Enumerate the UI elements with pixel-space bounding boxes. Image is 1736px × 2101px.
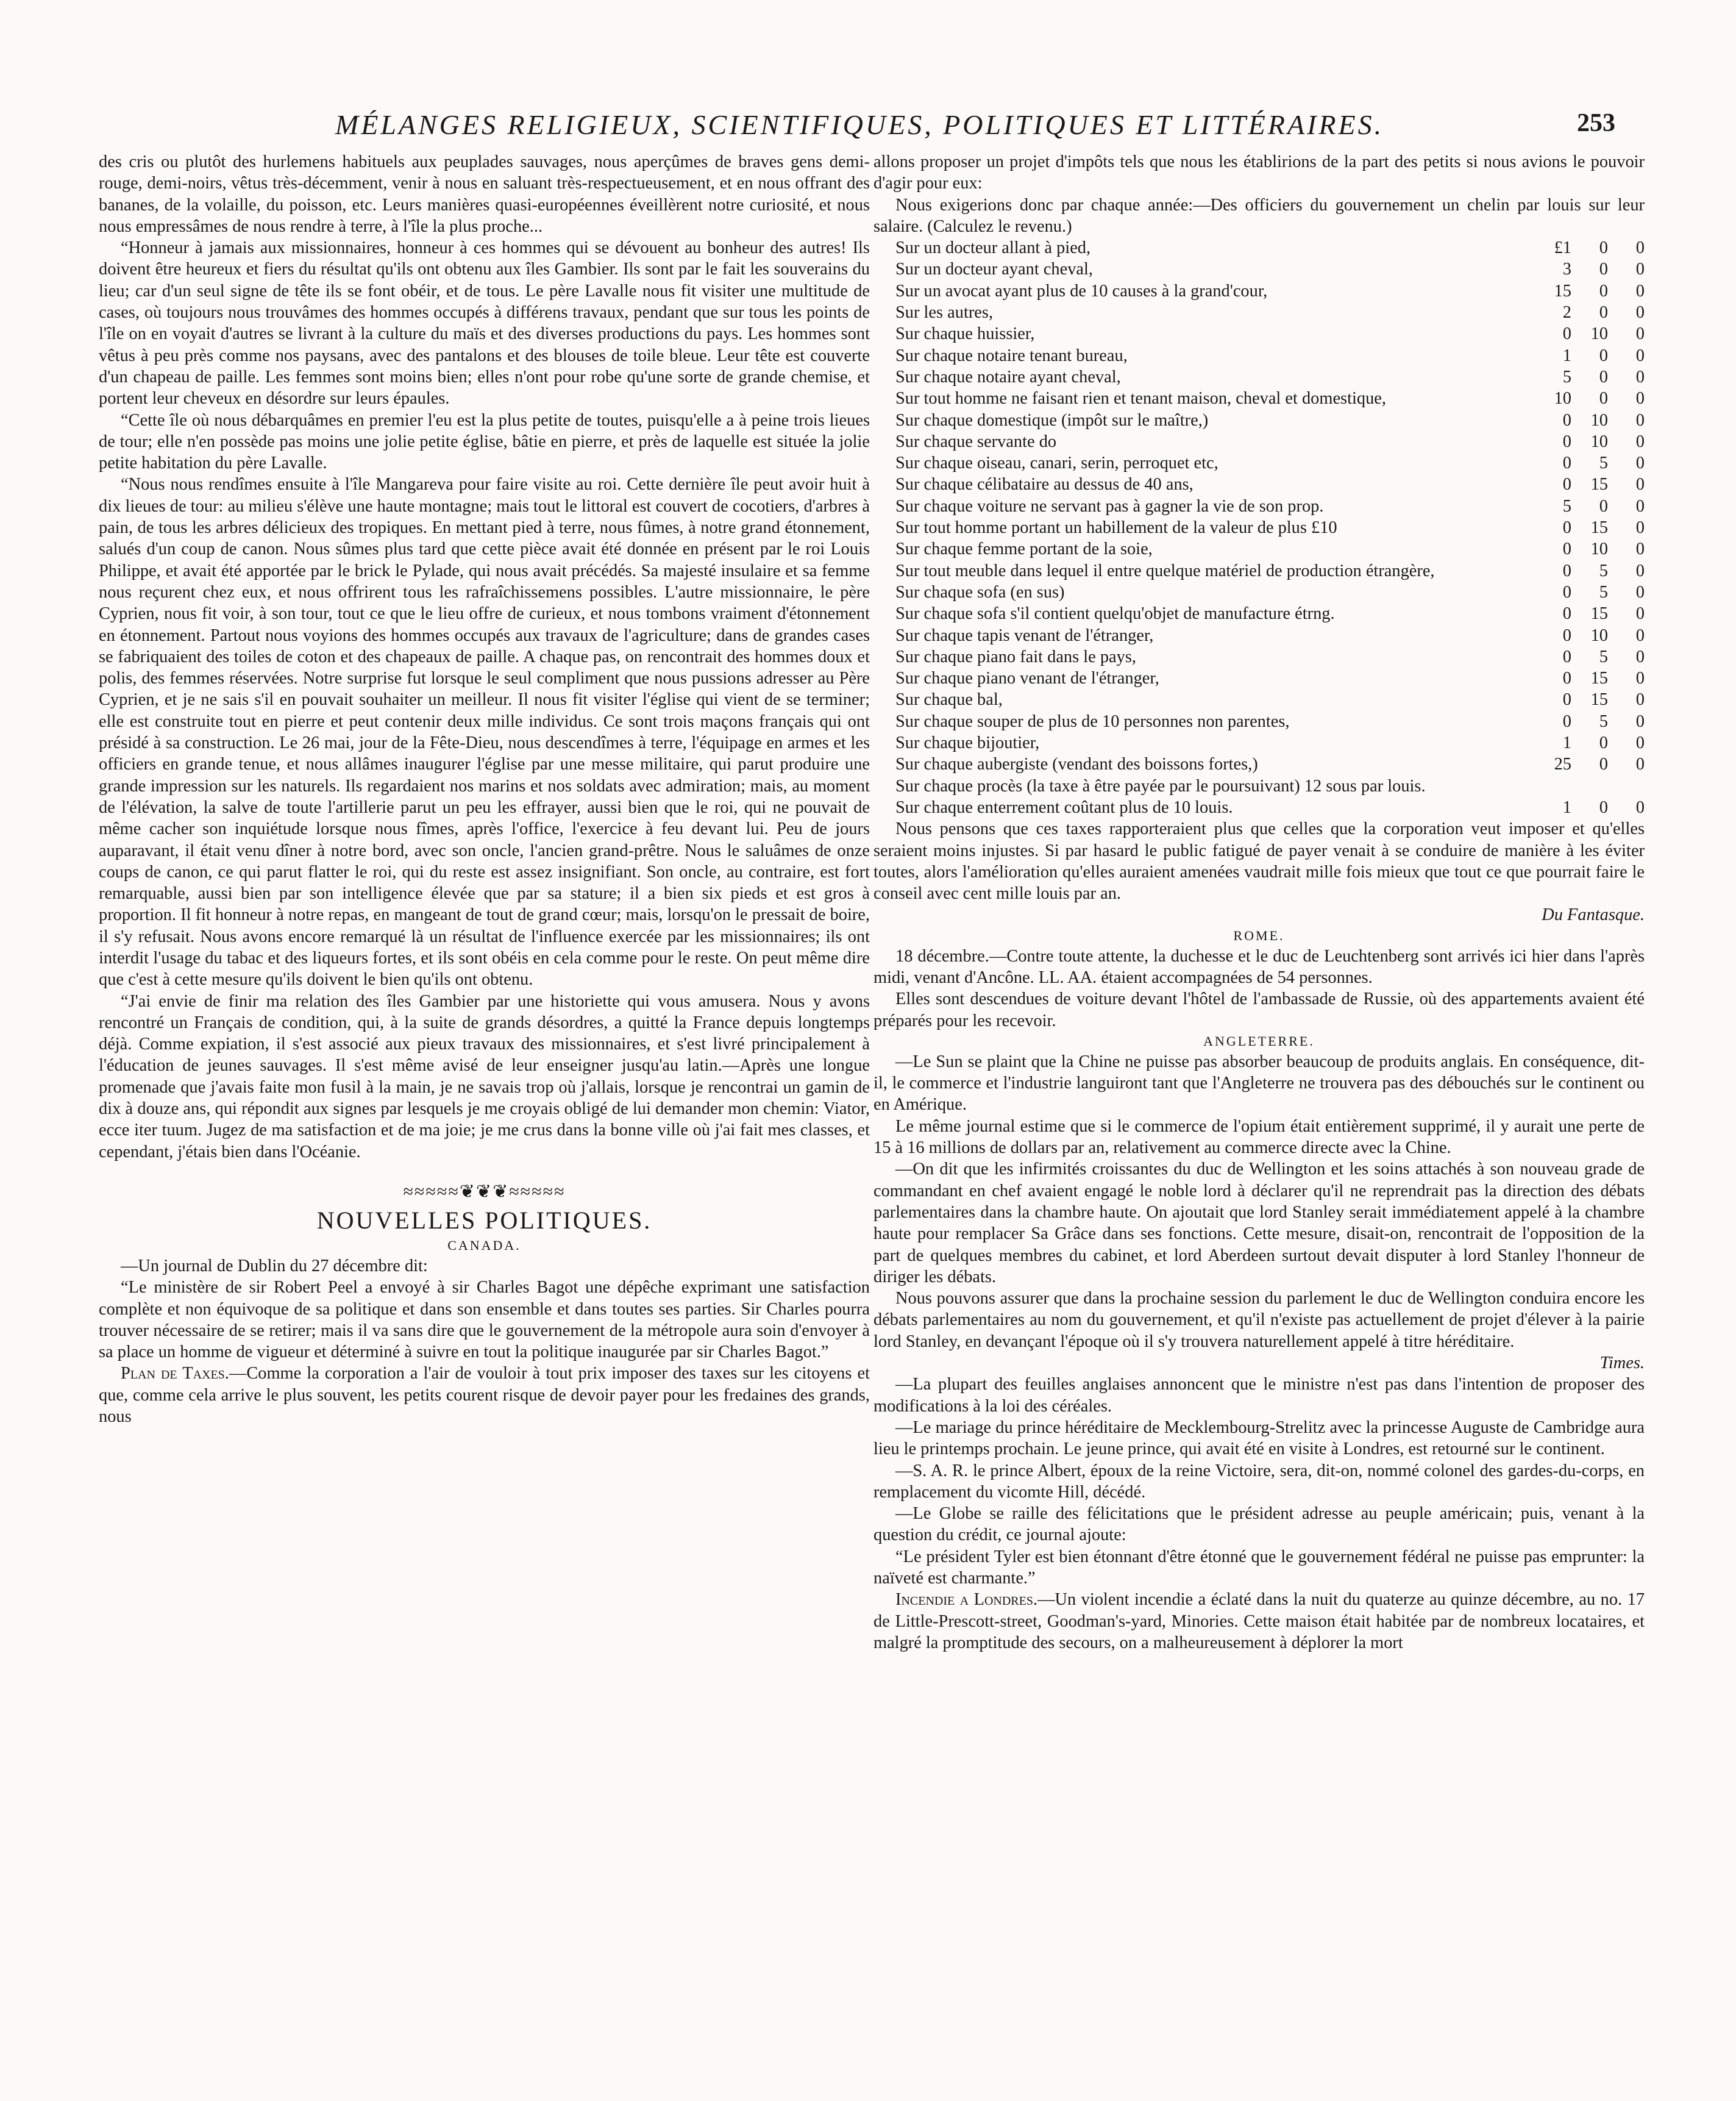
tax-pounds: 0 — [1562, 712, 1571, 731]
tax-item: Sur chaque sofa s'il contient quelqu'objet de manufacture étrng. — [895, 604, 1335, 624]
tax-row — [873, 517, 1645, 538]
tax-row — [873, 280, 1645, 302]
tax-row — [873, 345, 1645, 366]
tax-row — [873, 646, 1645, 668]
tax-pounds: 1 — [1562, 797, 1571, 817]
paragraph: Nous pensons que ces taxes rapporteraient plus que celles que la corporation veut imposer et qu'elles seraient moins injustes. Si par hasard le public fatigué de payer venait à se conduire de manière à les éviter toutes, alors l'amélioration qu'elles auraient amenées vaudrait mille fois mieux que tout ce que pourrait faire le conseil avec cent mille louis par an. — [873, 819, 1645, 904]
tax-row — [873, 496, 1645, 517]
tax-shillings: 10 — [1590, 540, 1608, 559]
tax-shillings: 0 — [1599, 260, 1608, 279]
paragraph: Nous pouvons assurer que dans la prochaine session du parlement le duc de Wellington conduira encore les débats parlementaires au nom du gouvernement, et qu'il n'existe pas actuellement de projet d'élever à la pairie lord Stanley, en devançant l'époque où il s'y trouvera naturellement appelé à titre héréditaire. — [873, 1289, 1645, 1351]
tax-item: Sur un avocat ayant plus de 10 causes à la grand'cour, — [895, 281, 1268, 301]
tax-row — [873, 366, 1645, 388]
tax-pounds: 2 — [1562, 303, 1571, 323]
tax-shillings: 0 — [1599, 367, 1608, 387]
tax-row — [873, 582, 1645, 603]
right-column — [873, 151, 1645, 1653]
paragraph: —Le mariage du prince héréditaire de Mecklembourg-Strelitz avec la princesse Auguste de Cambridge aura lieu le printemps prochain. Le jeune prince, qui avait été en visite à Londres, est retourné sur le continent. — [873, 1418, 1645, 1459]
tax-shillings: 5 — [1599, 582, 1608, 602]
tax-pounds — [1515, 776, 1571, 797]
tax-pence — [1608, 776, 1645, 797]
tax-pence: 0 — [1635, 303, 1645, 323]
tax-pence: 0 — [1635, 712, 1645, 731]
tax-pence: 0 — [1635, 260, 1645, 279]
tax-pounds: 0 — [1562, 475, 1571, 494]
tax-row — [873, 689, 1645, 710]
tax-item: Sur chaque voiture ne servant pas à gagner la vie de son prop. — [895, 496, 1324, 516]
paragraph: Elles sont descendues de voiture devant l'hôtel de l'ambassade de Russie, où des appartements avaient été préparés pour les recevoir. — [873, 990, 1645, 1030]
tax-shillings: 5 — [1599, 712, 1608, 731]
tax-pence: 0 — [1635, 518, 1645, 538]
tax-row — [873, 302, 1645, 323]
tax-row — [873, 410, 1645, 431]
tax-item: Sur chaque sofa (en sus) — [895, 582, 1065, 602]
paragraph: “Nous nous rendîmes ensuite à l'île Mangareva pour faire visite au roi. Cette dernière île peut avoir huit à dix lieues de tour: au milieu s'élève une haute montagne; mais tout le littoral est couvert de cocotiers, d'arbres à pain, de tous les arbres délicieux des tropiques. En mettant pied à terre, nous fûmes, à notre grand étonnement, salués d'un coup de canon. Nous sûmes plus tard que cette pièce avait été donnée en présent par le roi Louis Philippe, et avait été apportée par le brick le Pylade, qui nous avait précédés. Sa majesté insulaire et sa femme nous reçurent chez eux, et nous offrirent tous les rafraîchissemens possibles. L'autre missionnaire, le père Cyprien, nous fit voir, à son tour, tout ce que le lieu offre de curieux, et nous tombons vraiment d'étonnement en étonnement. Partout nous voyions des hommes occupés aux travaux de l'agriculture; dans de grandes cases se fabriquaient des toiles de coton et des chapeaux de paille. A chaque pas, on rencontrait des hommes doux et polis, des femmes réservées. Notre surprise fut lorsque le seul compliment que nous pussions adresser au Père Cyprien, et je ne sais s'il en pouvait souhaiter un meilleur. Il nous fit visiter l'église qui vient de se terminer; elle est construite tout en pierre et peut contenir deux mille individus. Ce sont trois maçons français qui ont présidé à sa construction. Le 26 mai, jour de la Fête-Dieu, nous descendîmes à terre, l'équipage en armes et les officiers en grande tenue, et nous allâmes inaugurer l'église par une messe militaire, qui parut produire une grande impression sur les naturels. Ils regardaient nos marins et nos soldats avec admiration; mais, au moment de l'élévation, la salve de toute l'artillerie parut un peu les effrayer, aussi bien que le roi, qui ne pouvait de même cacher son inquiétude lorsque nous fîmes, après l'office, l'exercice à feu devant lui. Peu de jours auparavant, il était venu dîner à notre bord, avec son oncle, l'ancien grand-prêtre. Nous le saluâmes de onze coups de canon, ce qui parut flatter le roi, qui du reste est assez insignifiant. Son oncle, au contraire, est fort remarquable, aussi bien par son intelligence élevée que par sa stature; il a bien six pieds et est gros à proportion. Il fit honneur à notre repas, en mangeant de tout de grand cœur; mais, lorsqu'on le pressait de boire, il s'y refusait. Nous avons encore remarqué là un résultat de l'influence exercée par les missionnaires; ils ont interdit l'usage du tabac et des liqueurs fortes, et ils sont obéis en cela comme pour le reste. On peut même dire que c'est à cette mesure qu'ils doivent le bien qu'ils ont obtenu. — [99, 475, 870, 990]
run-in-heading: Incendie a Londres. — [895, 1590, 1038, 1610]
tax-pounds: 0 — [1562, 626, 1571, 645]
section-title: NOUVELLES POLITIQUES. — [316, 1206, 652, 1234]
tax-shillings: 10 — [1590, 626, 1608, 645]
tax-pence: 0 — [1635, 733, 1645, 753]
tax-shillings — [1571, 776, 1608, 797]
tax-pounds: 1 — [1562, 346, 1571, 365]
paragraph: —On dit que les infirmités croissantes du duc de Wellington et les soins attachés à son nouveau grade de commandant en chef avaient engagé le noble lord à déclarer qu'il ne reprendrait pas la direction des débats parlementaires dans la chambre haute. On ajoutait que lord Stanley serait immédiatement appelé à la chambre haute pour remplacer Sa Grâce dans ses fonctions. Cette mesure, disait-on, rencontrait de l'opposition de la part de quelques membres du cabinet, et lord Aberdeen surtout devait disputer à lord Stanley l'honneur de diriger les débats. — [873, 1160, 1645, 1286]
tax-pence: 0 — [1635, 346, 1645, 365]
tax-pence: 0 — [1635, 324, 1645, 344]
tax-row — [873, 711, 1645, 732]
tax-pounds: 5 — [1562, 367, 1571, 387]
tax-pence: 0 — [1635, 647, 1645, 666]
tax-item: Sur chaque célibataire au dessus de 40 ans, — [895, 475, 1194, 494]
tax-item: Sur chaque piano fait dans le pays, — [895, 647, 1136, 666]
tax-pounds: 0 — [1562, 432, 1571, 451]
tax-item: Sur chaque notaire ayant cheval, — [895, 367, 1121, 387]
paragraph: —La plupart des feuilles anglaises annoncent que le ministre n'est pas dans l'intention de proposer des modifications à la loi des céréales. — [873, 1375, 1645, 1416]
tax-row — [873, 754, 1645, 775]
tax-pence: 0 — [1635, 797, 1645, 817]
tax-pence: 0 — [1635, 540, 1645, 559]
subsection-title-angleterre: ANGLETERRE. — [1203, 1033, 1315, 1049]
tax-item: Sur chaque notaire tenant bureau, — [895, 346, 1128, 365]
tax-row — [873, 474, 1645, 495]
tax-item: Sur chaque enterrement coûtant plus de 10 louis. — [895, 797, 1233, 817]
tax-pence: 0 — [1635, 626, 1645, 645]
tax-item: Sur chaque bal, — [895, 690, 1003, 710]
tax-row — [873, 668, 1645, 689]
tax-shillings: 5 — [1599, 454, 1608, 473]
subsection-title-canada: CANADA. — [447, 1237, 521, 1253]
tax-shillings: 15 — [1590, 604, 1608, 624]
paragraph: des cris ou plutôt des hurlemens habituels aux peuplades sauvages, nous aperçûmes de braves gens demi-rouge, demi-noirs, vêtus très-décemment, venir à nous en saluant très-respectueusement, et en nous offrant des bananes, de la volaille, du poisson, etc. Leurs manières quasi-européennes éveillèrent notre curiosité, et nous nous empressâmes de nous rendre à terre, à l'île la plus proche... — [99, 152, 870, 236]
tax-row — [873, 237, 1645, 259]
tax-shillings: 15 — [1590, 669, 1608, 688]
tax-pounds: 0 — [1562, 582, 1571, 602]
tax-pence: 0 — [1635, 604, 1645, 624]
tax-pounds: 0 — [1562, 518, 1571, 538]
tax-pounds: 5 — [1562, 496, 1571, 516]
tax-row — [873, 388, 1645, 409]
tax-shillings: 0 — [1599, 303, 1608, 323]
tax-shillings: 15 — [1590, 690, 1608, 710]
tax-pounds: 0 — [1562, 324, 1571, 344]
tax-pounds: 0 — [1562, 561, 1571, 580]
paragraph — [873, 1589, 1645, 1653]
tax-item: Sur chaque procès (la taxe à être payée par le poursuivant) 12 sous par louis. — [895, 776, 1426, 796]
running-title: MÉLANGES RELIGIEUX, SCIENTIFIQUES, POLITIQUES ET LITTÉRAIRES. — [335, 109, 1384, 140]
tax-pence: 0 — [1635, 669, 1645, 688]
tax-item: Sur un docteur ayant cheval, — [895, 260, 1094, 279]
tax-item: Sur chaque oiseau, canari, serin, perroquet etc, — [895, 454, 1218, 473]
tax-item: Sur chaque tapis venant de l'étranger, — [895, 626, 1154, 645]
paragraph — [99, 1363, 870, 1427]
paragraph-text: —Comme la corporation a l'air de vouloir à tout prix imposer des taxes sur les citoyens et que, comme cela arrive le plus souvent, les petits courent risque de devoir payer pour les fredaines des grands, nous — [99, 1364, 870, 1427]
tax-pence: 0 — [1635, 432, 1645, 451]
tax-pounds: 0 — [1562, 604, 1571, 624]
page-header — [91, 109, 1628, 140]
tax-item: Sur chaque piano venant de l'étranger, — [895, 669, 1159, 688]
tax-pence: 0 — [1635, 389, 1645, 408]
run-in-heading: Plan de Taxes. — [121, 1364, 229, 1383]
tax-pounds: 15 — [1554, 281, 1571, 301]
paragraph: “J'ai envie de finir ma relation des îles Gambier par une historiette qui vous amusera. Nous y avons rencontré un Français de condition, qui, à la suite de grands désordres, a quitté la France depuis longtemps déjà. Comme expiation, il s'est associé aux pieux travaux des missionnaires, et s'est livré principalement à l'éducation de jeunes sauvages. Il s'est même avisé de leur enseigner jusqu'au latin.—Après une longue promenade que j'avais faite mon fusil à la main, je ne savais trop où j'allais, lorsque je rencontrai un gamin de dix à douze ans, qui répondit aux signes par lesquels je me croyais obligé de lui demander mon chemin: Viator, ecce iter tuum. Jugez de ma satisfaction et de ma joie; je me crus dans la bonne ville où j'ai fait mes classes, et cependant, j'étais bien dans l'Océanie. — [99, 991, 870, 1161]
tax-row — [873, 259, 1645, 280]
tax-item: Sur chaque servante do — [895, 432, 1057, 451]
tax-shillings: 0 — [1599, 496, 1608, 516]
tax-pence: 0 — [1635, 454, 1645, 473]
paragraph: “Le président Tyler est bien étonnant d'être étonné que le gouvernement fédéral ne puisse pas emprunter: la naïveté est charmante.” — [873, 1547, 1645, 1588]
tax-item: Sur tout homme portant un habillement de la valeur de plus £10 — [895, 518, 1337, 538]
tax-pounds: 3 — [1562, 260, 1571, 279]
tax-row — [873, 452, 1645, 474]
tax-shillings: 0 — [1599, 733, 1608, 753]
tax-item: Sur chaque souper de plus de 10 personnes non parentes, — [895, 712, 1290, 731]
paragraph: “Le ministère de sir Robert Peel a envoyé à sir Charles Bagot une dépêche exprimant une satisfaction complète et non équivoque de sa politique et dans son ensemble et dans toutes ses parties. Sir Charles pourra trouver nécessaire de se retirer; mais il va sans dire que le gouvernement de la métropole aura soin d'envoyer à sa place un homme de vigueur et déterminé à suivre en tout la politique inaugurée par sir Charles Bagot.” — [99, 1278, 870, 1362]
tax-item: Sur chaque aubergiste (vendant des boissons fortes,) — [895, 755, 1258, 774]
tax-pounds: 25 — [1554, 755, 1571, 774]
tax-row — [873, 560, 1645, 582]
tax-shillings: 0 — [1599, 755, 1608, 774]
tax-pounds: 0 — [1562, 690, 1571, 710]
tax-pounds: 0 — [1562, 669, 1571, 688]
tax-pence: 0 — [1635, 238, 1645, 258]
tax-row — [873, 323, 1645, 344]
tax-pence: 0 — [1635, 496, 1645, 516]
tax-shillings: 0 — [1599, 238, 1608, 258]
tax-row — [873, 732, 1645, 754]
tax-row — [873, 603, 1645, 624]
tax-shillings: 15 — [1590, 475, 1608, 494]
subsection-title-rome: ROME. — [1233, 927, 1285, 943]
source-signature: Times. — [1599, 1354, 1645, 1373]
tax-row — [873, 431, 1645, 452]
paragraph: Nous exigerions donc par chaque année:—Des officiers du gouvernement un chelin par louis sur leur salaire. (Calculez le revenu.) — [873, 195, 1645, 236]
tax-shillings: 5 — [1599, 561, 1608, 580]
tax-shillings: 10 — [1590, 432, 1608, 451]
tax-pence: 0 — [1635, 281, 1645, 301]
tax-row — [873, 625, 1645, 646]
paragraph: “Cette île où nous débarquâmes en premier l'eu est la plus petite de toutes, puisqu'elle a à peine trois lieues de tour; elle n'en possède pas moins une jolie petite église, bâtie en pierre, et près de laquelle est située la jolie petite habitation du père Lavalle. — [99, 410, 870, 473]
left-column — [99, 151, 870, 1427]
page-number: 253 — [1577, 109, 1615, 137]
ornament-divider: ≈≈≈≈≈❦❦❦≈≈≈≈≈ — [403, 1181, 566, 1202]
tax-item: Sur chaque femme portant de la soie, — [895, 540, 1153, 559]
tax-shillings: 10 — [1590, 410, 1608, 430]
tax-shillings: 0 — [1599, 281, 1608, 301]
paragraph: “Honneur à jamais aux missionnaires, honneur à ces hommes qui se dévouent au bonheur des autres! Ils doivent être heureux et fiers du résultat qu'ils ont obtenu aux îles Gambier. Ils sont par le fait les souverains du lieu; car d'un seul signe de tête ils se font obéir, et de tous. Le père Lavalle nous fit visiter une multitude de cases, où toujours nous trouvâmes des hommes occupés à différens travaux, pendant que sur tous les points de l'île on en voyait d'autres se livrant à la culture du maïs et des diverses productions du pays. Les hommes sont vêtus à peu près comme nos paysans, avec des pantalons et des blouses de toile bleue. Leur tête est couverte d'un chapeau de paille. Les femmes sont moins bien; elles n'ont pour robe qu'une sorte de grande chemise, et portent leur cheveux en désordre sur leurs épaules. — [99, 238, 870, 408]
tax-pence: 0 — [1635, 755, 1645, 774]
paragraph: Le même journal estime que si le commerce de l'opium était entièrement supprimé, il y aurait une perte de 15 à 16 millions de dollars par an, relativement au commerce directe avec la Chine. — [873, 1116, 1645, 1158]
tax-item: Sur chaque domestique (impôt sur le maître,) — [895, 410, 1209, 430]
paragraph: —Le Globe se raille des félicitations que le président adresse au peuple américain; puis, venant à la question du crédit, ce journal ajoute: — [873, 1504, 1645, 1545]
tax-pounds: 0 — [1562, 410, 1571, 430]
tax-pounds: £1 — [1554, 238, 1571, 258]
source-signature: Du Fantasque. — [1542, 905, 1645, 925]
tax-pence: 0 — [1635, 410, 1645, 430]
tax-item: Sur tout meuble dans lequel il entre quelque matériel de production étrangère, — [895, 561, 1435, 580]
tax-item: Sur chaque huissier, — [895, 324, 1035, 344]
tax-shillings: 15 — [1590, 518, 1608, 538]
tax-shillings: 0 — [1599, 346, 1608, 365]
paragraph: —Un journal de Dublin du 27 décembre dit: — [121, 1256, 428, 1275]
tax-pence: 0 — [1635, 561, 1645, 580]
tax-pounds: 0 — [1562, 540, 1571, 559]
paragraph: —Le Sun se plaint que la Chine ne puisse pas absorber beaucoup de produits anglais. En conséquence, dit-il, le commerce et l'industrie languiront tant que l'Angleterre ne trouvera pas des débouchés sur le continent ou en Amérique. — [873, 1052, 1645, 1115]
tax-row — [873, 776, 1645, 797]
paragraph-text: —Un violent incendie a éclaté dans la nuit du quaterze au quinze décembre, au no. 17 de Little-Prescott-street, Goodman's-yard, Minories. Cette maison était habitée par de nombreux locataires, et malgré la promptitude des secours, on a malheureusement à déplorer la mort — [873, 1590, 1645, 1652]
tax-pounds: 10 — [1554, 389, 1571, 408]
tax-shillings: 0 — [1599, 797, 1608, 817]
tax-item: Sur chaque bijoutier, — [895, 733, 1040, 753]
tax-row — [873, 797, 1645, 818]
tax-row — [873, 538, 1645, 560]
tax-table — [873, 237, 1645, 818]
tax-item: Sur tout homme ne faisant rien et tenant maison, cheval et domestique, — [895, 389, 1386, 408]
paragraph: 18 décembre.—Contre toute attente, la duchesse et le duc de Leuchtenberg sont arrivés ici hier dans l'après midi, venant d'Ancône. LL. AA. étaient accompagnées de 54 personnes. — [873, 946, 1645, 987]
tax-pounds: 1 — [1562, 733, 1571, 753]
tax-pence: 0 — [1635, 582, 1645, 602]
tax-item: Sur les autres, — [895, 303, 994, 323]
tax-pence: 0 — [1635, 690, 1645, 710]
tax-shillings: 0 — [1599, 389, 1608, 408]
tax-pence: 0 — [1635, 367, 1645, 387]
paragraph: allons proposer un projet d'impôts tels que nous les établirions de la part des petits si nous avions le pouvoir d'agir pour eux: — [873, 152, 1645, 193]
tax-pence: 0 — [1635, 475, 1645, 494]
tax-shillings: 5 — [1599, 647, 1608, 666]
paragraph: —S. A. R. le prince Albert, époux de la reine Victoire, sera, dit-on, nommé colonel des gardes-du-corps, en remplacement du vicomte Hill, décédé. — [873, 1461, 1645, 1502]
tax-pounds: 0 — [1562, 454, 1571, 473]
tax-shillings: 10 — [1590, 324, 1608, 344]
tax-item: Sur un docteur allant à pied, — [895, 238, 1091, 258]
tax-pounds: 0 — [1562, 647, 1571, 666]
